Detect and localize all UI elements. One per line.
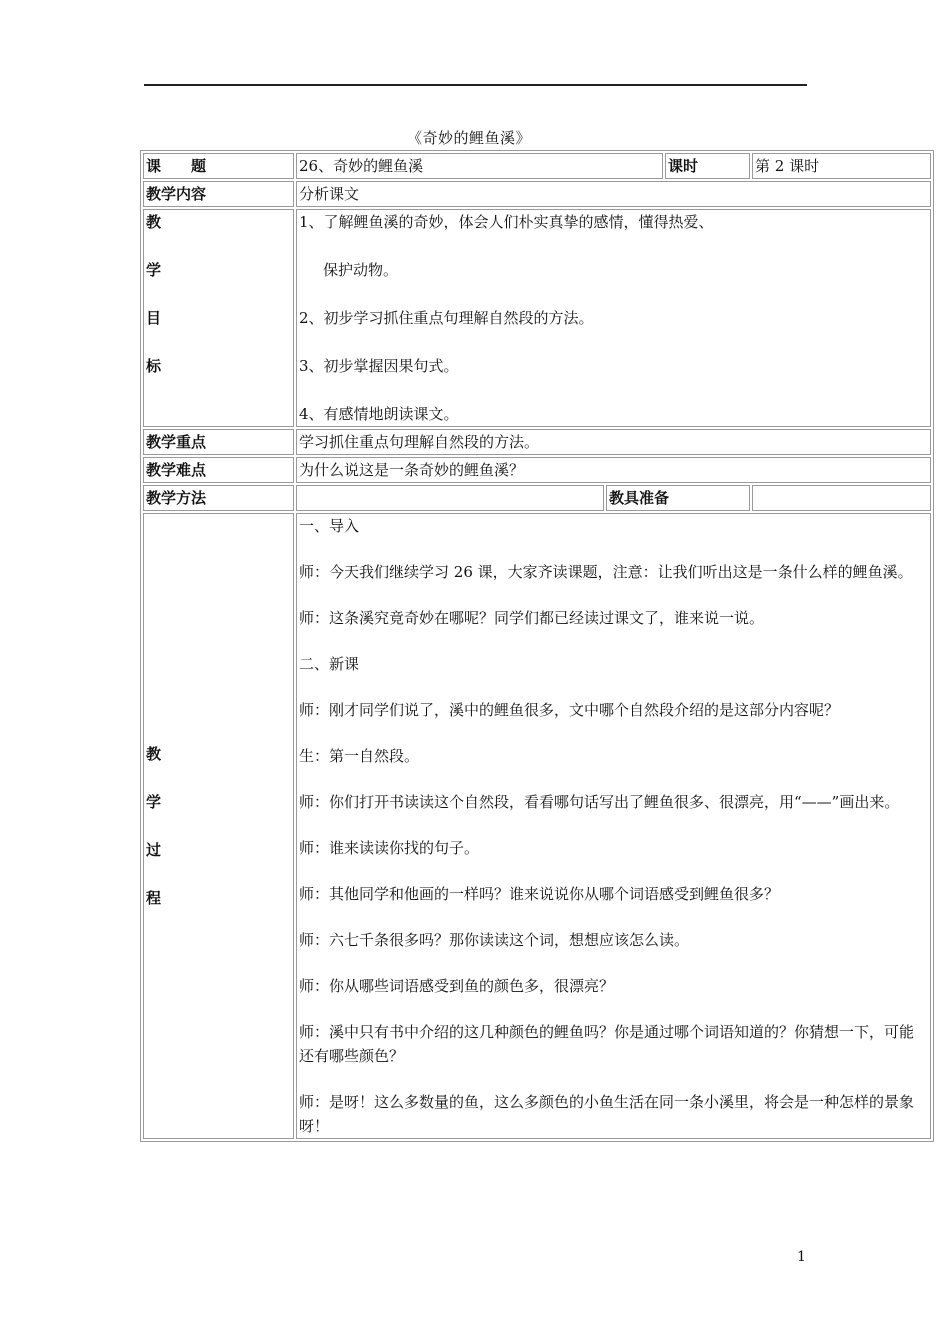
process-paragraph: 师：其他同学和他画的一样吗？谁来说说你从哪个词语感受到鲤鱼很多？ [299,885,780,903]
content-label: 教学内容 [143,181,294,207]
goal-item: 4、有感情地朗读课文。 [299,405,459,423]
process-label: 教 学 过 程 [143,513,294,1139]
goals-row [143,209,931,427]
method-value [296,485,604,511]
goals-list [296,209,931,427]
tools-label: 教具准备 [606,485,750,511]
header-rule [144,84,807,86]
difficulty-value: 为什么说这是一条奇妙的鲤鱼溪？ [296,457,931,483]
key-point-row [143,429,931,455]
process-paragraph: 二、新课 [299,655,360,673]
topic-value: 26、奇妙的鲤鱼溪 [296,153,663,179]
topic-label: 课 题 [143,153,294,179]
process-paragraph: 师：谁来读读你找的句子。 [299,839,480,857]
process-paragraph: 师：你们打开书读读这个自然段，看看哪句话写出了鲤鱼很多、很漂亮，用“——”画出来。 [299,793,900,811]
goals-label: 教 学 目 标 [143,209,294,427]
process-content [296,513,931,1139]
goal-item: 1、了解鲤鱼溪的奇妙，体会人们朴实真挚的感情，懂得热爱、 [299,213,714,231]
content-row [143,181,931,207]
process-paragraph: 师：刚才同学们说了，溪中的鲤鱼很多，文中哪个自然段介绍的是这部分内容呢？ [299,701,840,719]
period-value: 第 2 课时 [752,153,931,179]
lesson-plan-table [140,150,934,1142]
goal-item: 保护动物。 [323,261,399,279]
key-point-label: 教学重点 [143,429,294,455]
process-paragraph: 师：六七千条很多吗？那你读读这个词，想想应该怎么读。 [299,931,690,949]
process-paragraph: 师：这条溪究竟奇妙在哪呢？同学们都已经读过课文了，谁来说一说。 [299,609,765,627]
process-paragraph: 师：你从哪些词语感受到鱼的颜色多，很漂亮？ [299,977,615,995]
document-title: 《奇妙的鲤鱼溪》 [406,129,531,147]
topic-row [143,153,931,179]
goal-item: 2、初步学习抓住重点句理解自然段的方法。 [299,309,594,327]
process-paragraph: 一、导入 [299,517,360,535]
process-row [143,513,931,1139]
key-point-value: 学习抓住重点句理解自然段的方法。 [296,429,931,455]
tools-value [752,485,931,511]
page-number: 1 [797,1249,806,1265]
method-label: 教学方法 [143,485,294,511]
process-paragraph: 生：第一自然段。 [299,747,420,765]
goal-item: 3、初步掌握因果句式。 [299,357,459,375]
difficulty-row [143,457,931,483]
process-paragraph: 师：溪中只有书中介绍的这几种颜色的鲤鱼吗？你是通过哪个词语知道的？你猜想一下，可能还有哪些颜色？ [299,1023,915,1065]
content-value: 分析课文 [296,181,931,207]
process-paragraph: 师：是呀！这么多数量的鱼，这么多颜色的小鱼生活在同一条小溪里，将会是一种怎样的景象呀！ [299,1093,915,1135]
period-label: 课时 [665,153,750,179]
method-row [143,485,931,511]
process-paragraph: 师：今天我们继续学习 26 课，大家齐读课题，注意：让我们听出这是一条什么样的鲤鱼溪。 [299,563,913,581]
difficulty-label: 教学难点 [143,457,294,483]
